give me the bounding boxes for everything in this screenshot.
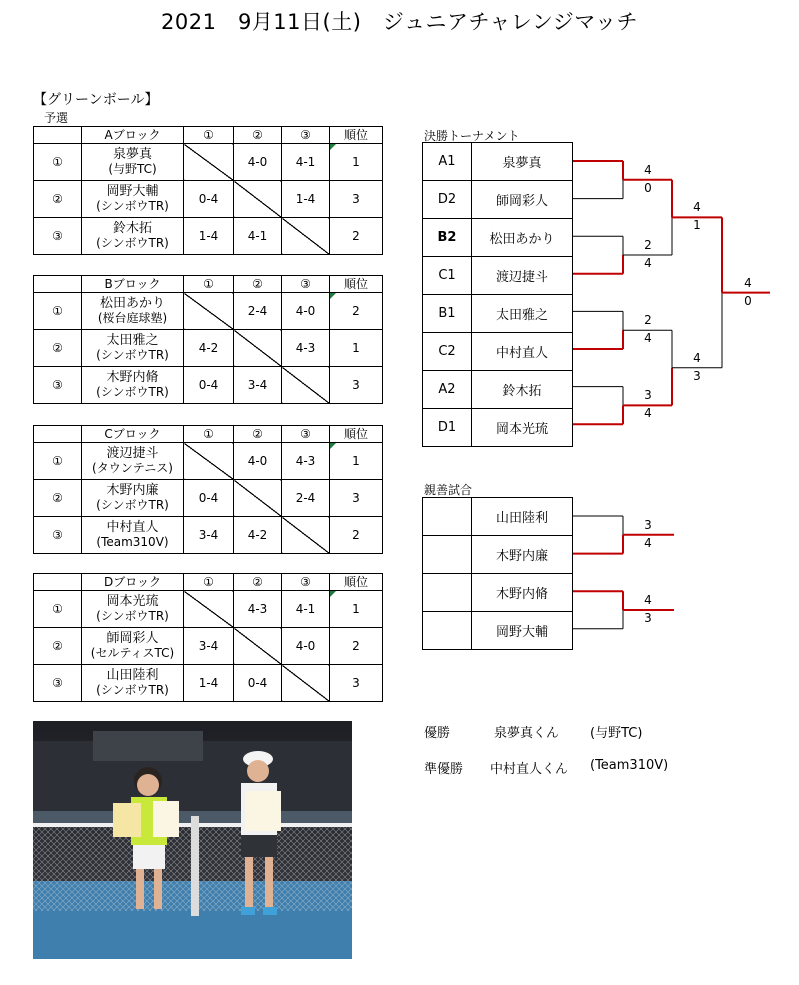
- col-header: ③: [282, 426, 330, 443]
- player-club: (シンボウTR): [96, 236, 169, 250]
- player-name: 岡本光琉: [106, 594, 159, 609]
- match-score: 1-4: [282, 181, 330, 218]
- match-score: 4-1: [234, 218, 282, 255]
- block-table-a: [33, 126, 383, 255]
- match-score: 4-1: [282, 591, 330, 628]
- player-cell: [82, 293, 184, 330]
- award-photo-illustration: [33, 721, 352, 959]
- rank-cell: 2: [330, 628, 383, 665]
- bracket-entry: [423, 219, 573, 257]
- friendly-seed-blank: [423, 536, 472, 574]
- bracket-score: 3: [644, 388, 652, 403]
- bracket-player: 太田雅之: [472, 295, 573, 333]
- match-score: 4-0: [282, 628, 330, 665]
- match-score: 1-4: [184, 665, 234, 702]
- player-club: (シンボウTR): [96, 609, 169, 623]
- player-club: (シンボウTR): [96, 385, 169, 399]
- friendly-player: 木野内脩: [472, 574, 573, 612]
- col-header: ②: [234, 426, 282, 443]
- match-score: 4-3: [234, 591, 282, 628]
- prelim-label: 予選: [44, 111, 69, 125]
- block-row: [34, 330, 383, 367]
- player-name: 岡野大輔: [106, 184, 159, 199]
- self-match-cell: [282, 367, 330, 404]
- player-club: (与野TC): [108, 162, 157, 176]
- friendly-entry: [423, 536, 573, 574]
- block-row: [34, 293, 383, 330]
- bracket-score: 2: [644, 238, 652, 252]
- bracket-entry: [423, 333, 573, 371]
- bracket-score: 3: [644, 517, 652, 532]
- col-header: ①: [184, 127, 234, 144]
- col-header: 順位: [330, 426, 383, 443]
- player-club: (Team310V): [96, 535, 169, 549]
- friendly-player: 木野内廉: [472, 536, 573, 574]
- bracket-score: 4: [644, 406, 652, 421]
- winner-club: (与野TC): [590, 726, 643, 741]
- player-cell: [82, 443, 184, 480]
- match-score: 0-4: [184, 181, 234, 218]
- rank-cell: 2: [330, 218, 383, 255]
- block-row: [34, 517, 383, 554]
- friendly-entry: [423, 498, 573, 536]
- block-header-blank: [34, 276, 82, 293]
- bracket-score: 1: [693, 218, 701, 233]
- player-name: 泉夢真: [112, 147, 152, 162]
- player-name: 松田あかり: [99, 296, 165, 311]
- bracket-player: 鈴木拓: [472, 371, 573, 409]
- bracket-player: 泉夢真: [472, 143, 573, 181]
- match-score: 4-0: [234, 443, 282, 480]
- bracket-seed: B2: [423, 219, 472, 257]
- player-number: ③: [34, 218, 82, 255]
- block-row: [34, 665, 383, 702]
- col-header: 順位: [330, 574, 383, 591]
- block-name: Cブロック: [82, 426, 184, 443]
- page-title: 2021 9月11日(土) ジュニアチャレンジマッチ: [161, 10, 638, 34]
- bracket-seed: D2: [423, 181, 472, 219]
- bracket-seed: B1: [423, 295, 472, 333]
- player-cell: [82, 181, 184, 218]
- match-score: 4-0: [234, 144, 282, 181]
- rank-cell: 1: [330, 591, 383, 628]
- player-club: (シンボウTR): [96, 199, 169, 213]
- self-match-cell: [184, 144, 234, 181]
- self-match-cell: [234, 480, 282, 517]
- friendly-entry: [423, 574, 573, 612]
- match-score: 4-0: [282, 293, 330, 330]
- player-cell: [82, 665, 184, 702]
- rank-cell: 1: [330, 443, 383, 480]
- block-table-c: [33, 425, 383, 554]
- final-label: 決勝トーナメント: [424, 129, 520, 143]
- block-name: Aブロック: [82, 127, 184, 144]
- col-header: ②: [234, 127, 282, 144]
- bracket-player: 岡本光琉: [472, 409, 573, 447]
- block-header-blank: [34, 574, 82, 591]
- col-header: ①: [184, 276, 234, 293]
- bracket-player: 師岡彩人: [472, 181, 573, 219]
- rank-cell: 2: [330, 517, 383, 554]
- player-cell: [82, 480, 184, 517]
- self-match-cell: [282, 517, 330, 554]
- player-number: ③: [34, 367, 82, 404]
- match-score: 0-4: [184, 480, 234, 517]
- friendly-seed-blank: [423, 574, 472, 612]
- bracket-player: 松田あかり: [472, 219, 573, 257]
- award-photo: [33, 721, 352, 959]
- player-cell: [82, 591, 184, 628]
- friendly-player: 山田陸利: [472, 498, 573, 536]
- bracket-score: 2: [644, 313, 652, 328]
- rank-cell: 1: [330, 330, 383, 367]
- block-row: [34, 367, 383, 404]
- bracket-entry: [423, 371, 573, 409]
- rank-cell: 3: [330, 480, 383, 517]
- match-score: 4-3: [282, 330, 330, 367]
- bracket-entry: [423, 143, 573, 181]
- player-club: (桜台庭球塾): [97, 311, 168, 325]
- block-row: [34, 443, 383, 480]
- player-cell: [82, 144, 184, 181]
- final-bracket-table: [422, 142, 573, 447]
- col-header: 順位: [330, 127, 383, 144]
- bracket-score: 4: [644, 331, 652, 346]
- match-score: 0-4: [234, 665, 282, 702]
- runner-up-club: (Team310V): [590, 758, 669, 773]
- runner-up-label: 準優勝: [424, 762, 464, 777]
- col-header: ③: [282, 574, 330, 591]
- bracket-seed: C1: [423, 257, 472, 295]
- player-name: 鈴木拓: [112, 221, 152, 236]
- match-score: 3-4: [184, 517, 234, 554]
- bracket-score: 3: [693, 368, 701, 383]
- col-header: ②: [234, 574, 282, 591]
- self-match-cell: [184, 443, 234, 480]
- match-score: 4-2: [234, 517, 282, 554]
- player-club: (タウンテニス): [92, 461, 173, 475]
- player-number: ①: [34, 591, 82, 628]
- bracket-entry: [423, 295, 573, 333]
- friendly-table: [422, 497, 573, 650]
- self-match-cell: [282, 218, 330, 255]
- friendly-entry: [423, 612, 573, 650]
- player-name: 渡辺捷斗: [106, 446, 159, 461]
- player-cell: [82, 367, 184, 404]
- player-club: (シンボウTR): [96, 683, 169, 697]
- bracket-seed: C2: [423, 333, 472, 371]
- block-table-b: [33, 275, 383, 404]
- bracket-score: 4: [644, 535, 652, 550]
- block-row: [34, 144, 383, 181]
- col-header: ③: [282, 127, 330, 144]
- winner-name: 泉夢真くん: [494, 726, 560, 741]
- block-header-blank: [34, 426, 82, 443]
- bracket-entry: [423, 409, 573, 447]
- player-name: 太田雅之: [106, 333, 159, 348]
- bracket-player: 渡辺捷斗: [472, 257, 573, 295]
- bracket-score: 4: [693, 200, 701, 215]
- bracket-score: 4: [644, 593, 652, 607]
- section-label: 【グリーンボール】: [33, 92, 159, 108]
- match-score: 3-4: [184, 628, 234, 665]
- player-number: ①: [34, 144, 82, 181]
- block-name: Bブロック: [82, 276, 184, 293]
- col-header: ③: [282, 276, 330, 293]
- bracket-seed: A2: [423, 371, 472, 409]
- winner-label: 優勝: [424, 726, 451, 741]
- player-club: (シンボウTR): [96, 498, 169, 512]
- bracket-score: 0: [644, 180, 652, 195]
- col-header: ②: [234, 276, 282, 293]
- bracket-score: 4: [644, 162, 652, 177]
- player-name: 木野内廉: [106, 483, 159, 498]
- block-row: [34, 480, 383, 517]
- rank-cell: 3: [330, 665, 383, 702]
- block-row: [34, 181, 383, 218]
- col-header: ①: [184, 574, 234, 591]
- player-number: ②: [34, 628, 82, 665]
- player-cell: [82, 218, 184, 255]
- bracket-score: 3: [644, 611, 652, 625]
- match-score: 4-1: [282, 144, 330, 181]
- friendly-label: 親善試合: [424, 483, 473, 497]
- player-number: ②: [34, 181, 82, 218]
- bracket-seed: A1: [423, 143, 472, 181]
- player-name: 木野内脩: [106, 370, 159, 385]
- match-score: 4-2: [184, 330, 234, 367]
- block-row: [34, 628, 383, 665]
- self-match-cell: [282, 665, 330, 702]
- col-header: ①: [184, 426, 234, 443]
- player-number: ②: [34, 480, 82, 517]
- player-number: ③: [34, 665, 82, 702]
- player-number: ②: [34, 330, 82, 367]
- player-name: 師岡彩人: [106, 631, 159, 646]
- block-row: [34, 591, 383, 628]
- player-number: ①: [34, 443, 82, 480]
- self-match-cell: [234, 628, 282, 665]
- player-number: ①: [34, 293, 82, 330]
- friendly-seed-blank: [423, 498, 472, 536]
- block-row: [34, 218, 383, 255]
- match-score: 1-4: [184, 218, 234, 255]
- friendly-seed-blank: [423, 612, 472, 650]
- rank-cell: 1: [330, 144, 383, 181]
- match-score: 3-4: [234, 367, 282, 404]
- player-cell: [82, 517, 184, 554]
- bracket-score: 4: [644, 256, 652, 270]
- player-name: 山田陸利: [106, 668, 159, 683]
- bracket-entry: [423, 181, 573, 219]
- bracket-score: 4: [693, 350, 701, 365]
- runner-up-name: 中村直人くん: [490, 762, 569, 777]
- bracket-seed: D1: [423, 409, 472, 447]
- self-match-cell: [184, 293, 234, 330]
- match-score: 2-4: [234, 293, 282, 330]
- player-cell: [82, 628, 184, 665]
- friendly-player: 岡野大輔: [472, 612, 573, 650]
- bracket-score: 4: [744, 275, 752, 290]
- self-match-cell: [184, 591, 234, 628]
- block-table-d: [33, 573, 383, 702]
- bracket-player: 中村直人: [472, 333, 573, 371]
- bracket-entry: [423, 257, 573, 295]
- self-match-cell: [234, 181, 282, 218]
- self-match-cell: [234, 330, 282, 367]
- rank-cell: 3: [330, 181, 383, 218]
- rank-cell: 2: [330, 293, 383, 330]
- match-score: 2-4: [282, 480, 330, 517]
- block-name: Dブロック: [82, 574, 184, 591]
- player-cell: [82, 330, 184, 367]
- player-club: (セルティスTC): [90, 646, 175, 660]
- bracket-score: 0: [744, 293, 752, 308]
- player-number: ③: [34, 517, 82, 554]
- block-header-blank: [34, 127, 82, 144]
- match-score: 0-4: [184, 367, 234, 404]
- player-club: (シンボウTR): [96, 348, 169, 362]
- col-header: 順位: [330, 276, 383, 293]
- match-score: 4-3: [282, 443, 330, 480]
- player-name: 中村直人: [106, 520, 159, 535]
- rank-cell: 3: [330, 367, 383, 404]
